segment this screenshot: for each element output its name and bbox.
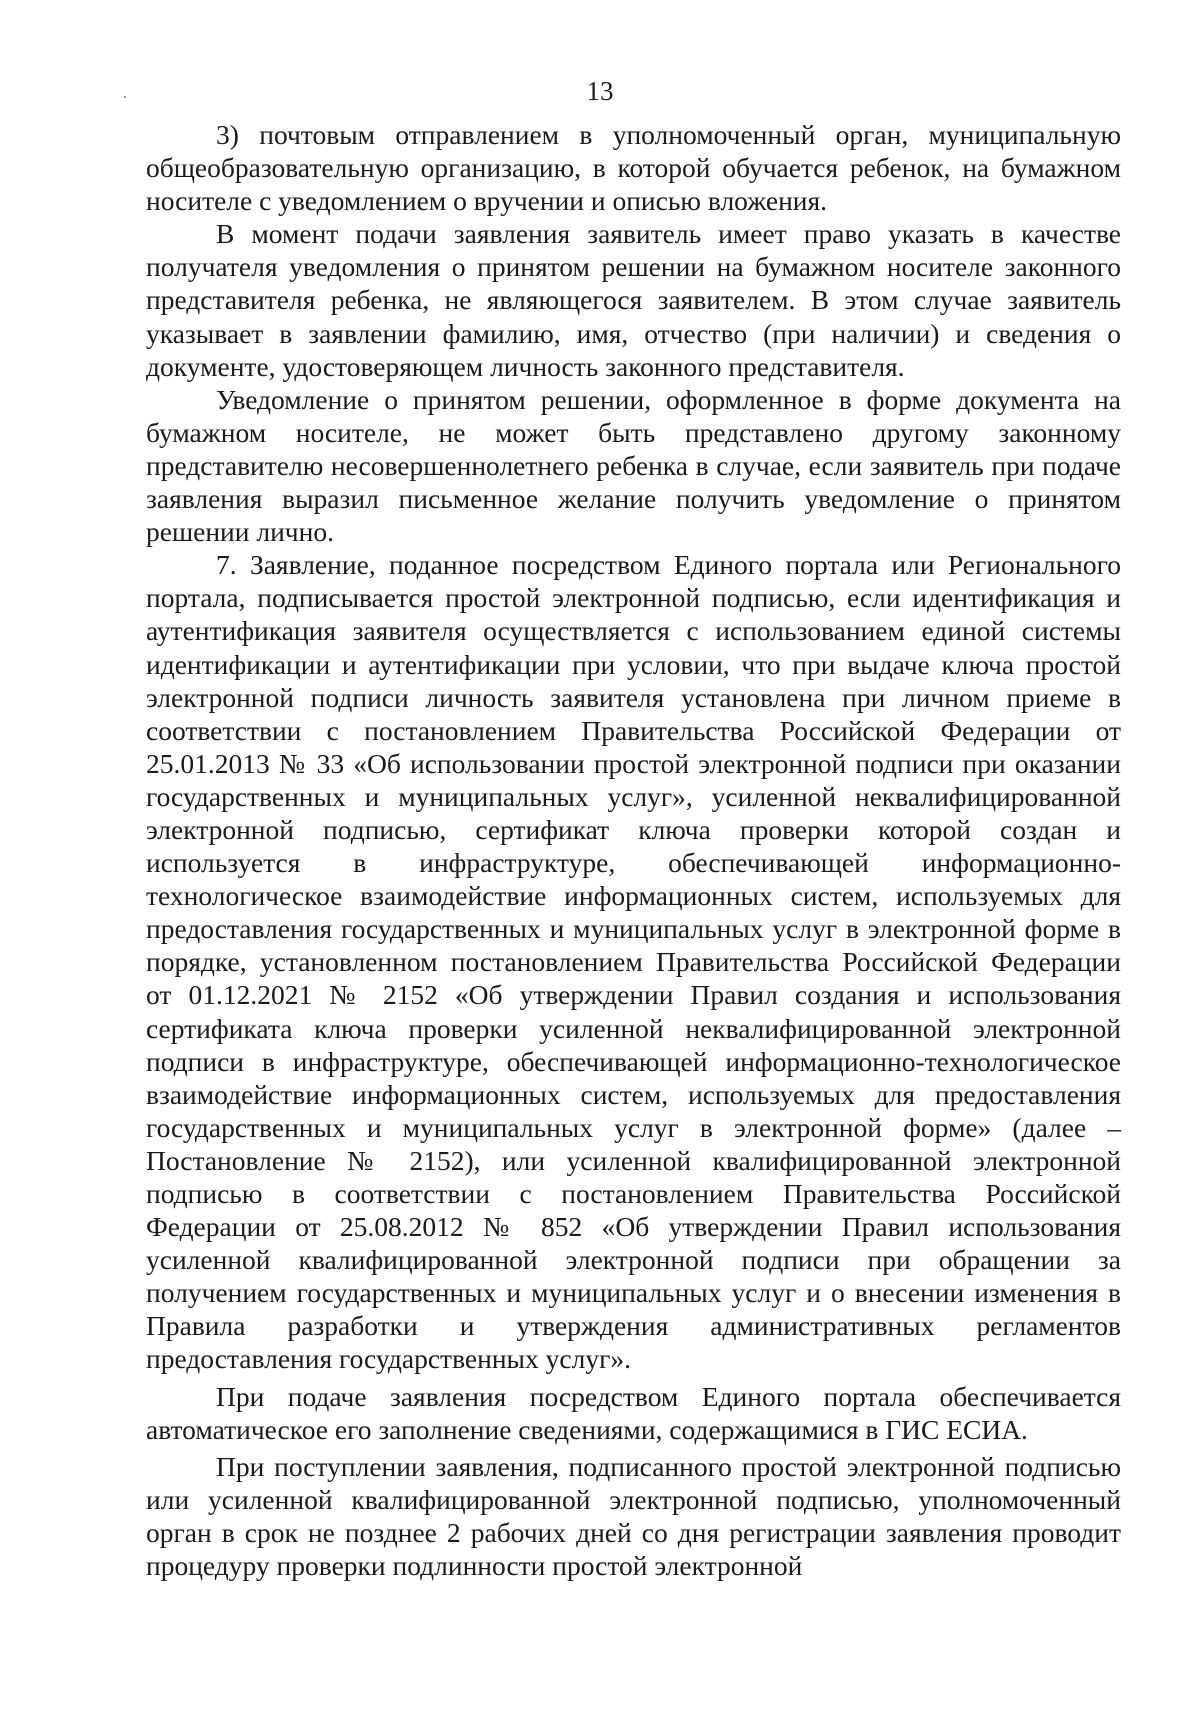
paragraph-autofill: При подаче заявления посредством Единого портала обеспечивается автоматическое его заполнение сведениями, содержащимися в ГИС ЕСИА.: [146, 1380, 1121, 1445]
document-body: [146, 118, 1121, 1582]
paragraph-postal-delivery: 3) почтовым отправлением в уполномоченный орган, муниципальную общеобразовательную организацию, в которой обучается ребенок, на бумажном носителе с уведомлением о вручении и описью вложения.: [146, 119, 1121, 217]
paragraph-notification-recipient: В момент подачи заявления заявитель имеет право указать в качестве получателя уведомления о принятом решении на бумажном носителе законного представителя ребенка, не являющегося заявителем. В этом случае заявитель указывает в заявлении фамилию, имя, отчество (при наличии) и сведения о документе, удостоверяющем личность законного представителя.: [146, 218, 1121, 382]
paragraph-signature-check: При поступлении заявления, подписанного простой электронной подписью или усиленной квалифицированной электронной подписью, уполномоченный орган в срок не позднее 2 рабочих дней со дня регистрации заявления проводит процедуру проверки подлинности простой электронной: [146, 1450, 1121, 1582]
paragraph-paper-notification: Уведомление о принятом решении, оформленное в форме документа на бумажном носителе, не может быть представлено другому законному представителю несовершеннолетнего ребенка в случае, если заявитель при подаче заявления выразил письменное желание получить уведомление о принятом решении лично.: [146, 383, 1121, 548]
paragraph-item-7-signature: 7. Заявление, поданное посредством Единого портала или Регионального портала, подписывается простой электронной подписью, если идентификация и аутентификация заявителя осуществляется с использованием единой системы идентификации и аутентификации при условии, что при выдаче ключа простой электронной подписи личность заявителя установлена при личном приеме в соответствии с постановлением Правительства Российской Федерации от 25.01.2013 № 33 «Об использовании простой электронной подписи при оказании государственных и муниципальных услуг», усиленной неквалифицированной электронной подписью, сертификат ключа проверки которой создан и используется в инфраструктуре, обеспечивающей информационно-технологическое взаимодействие информационных систем, используемых для предоставления государственных и муниципальных услуг в электронной форме в порядке, установленном постановлением Правительства Российской Федерации от 01.12.2021 № 2152 «Об утверждении Правил создания и использования сертификата ключа проверки усиленной неквалифицированной электронной подписи в инфраструктуре, обеспечивающей информационно-технологическое взаимодействие информационных систем, используемых для предоставления государственных и муниципальных услуг в электронной форме» (далее – Постановление № 2152), или усиленной квалифицированной электронной подписью в соответствии с постановлением Правительства Российской Федерации от 25.08.2012 № 852 «Об утверждении Правил использования усиленной квалифицированной электронной подписи при обращении за получением государственных и муниципальных услуг и о внесении изменения в Правила разработки и утверждения административных регламентов предоставления государственных услуг».: [146, 549, 1121, 1375]
page-number: 13: [586, 76, 614, 106]
